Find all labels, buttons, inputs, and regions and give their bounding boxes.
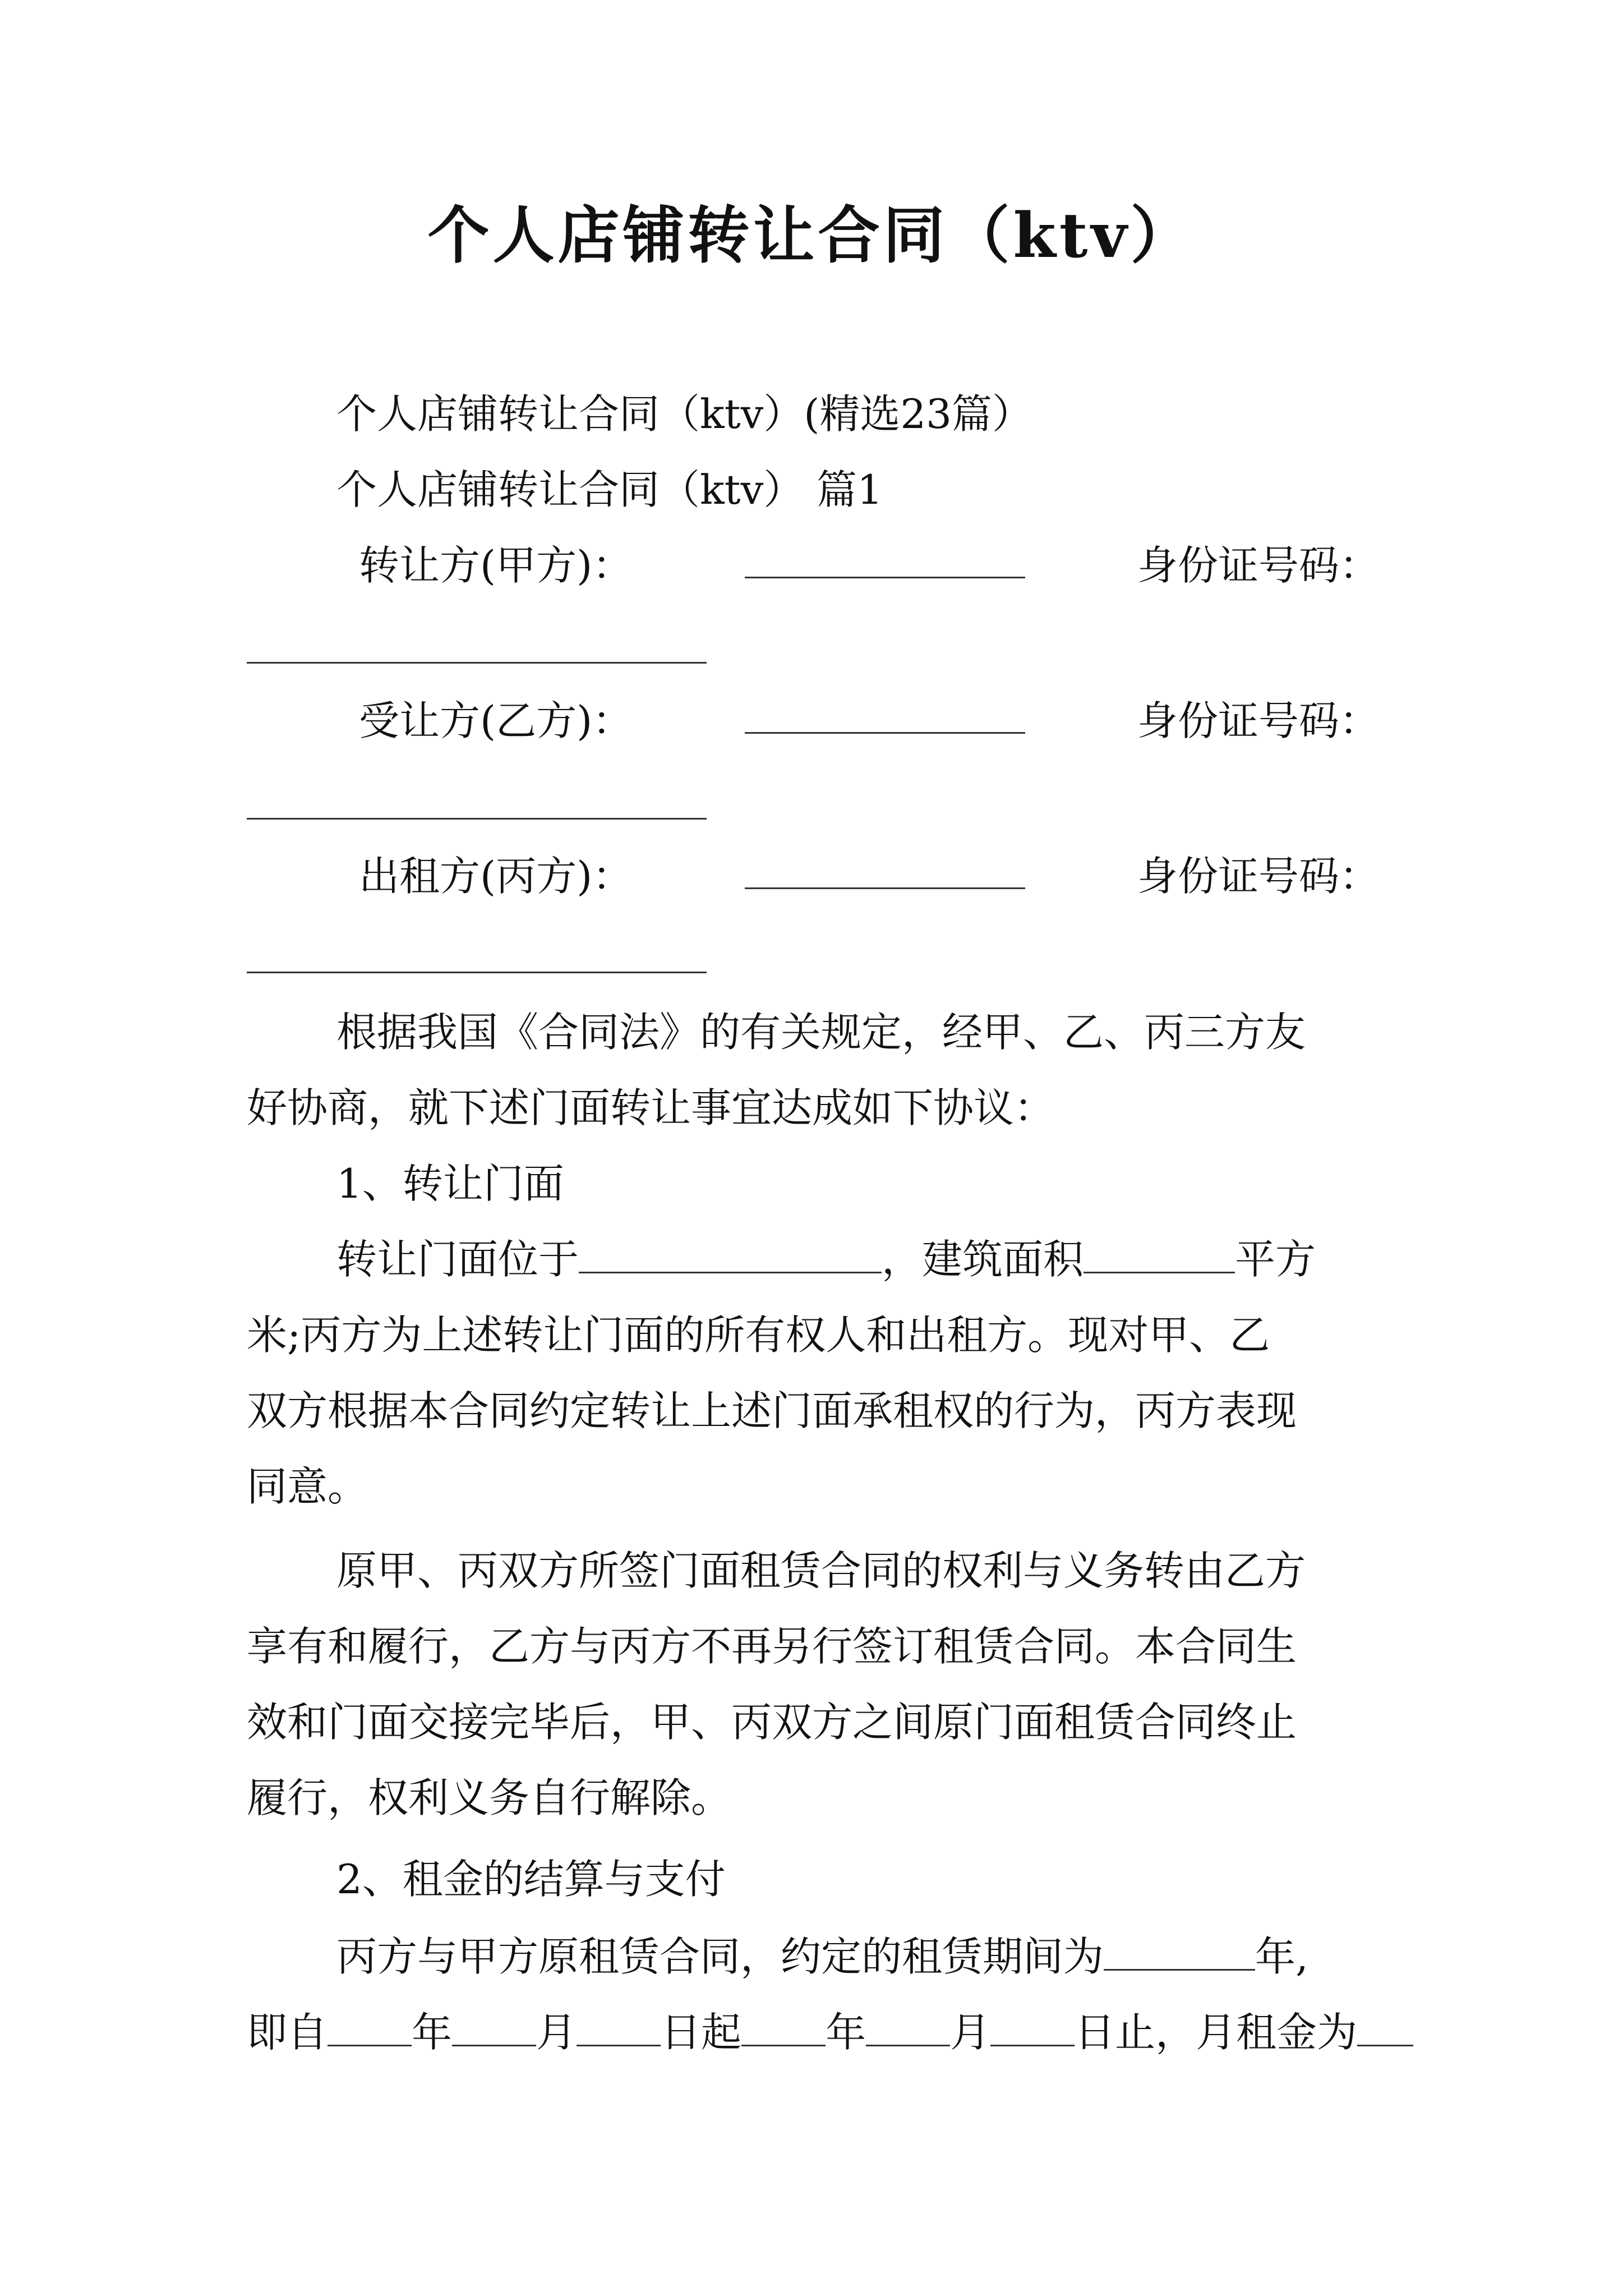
text-fragment: 年 xyxy=(412,2009,453,2056)
paragraph-line xyxy=(336,1929,1308,1985)
party-label: 出租方(丙方)： xyxy=(359,853,633,900)
name-blank xyxy=(745,848,1025,889)
paragraph-line: 双方根据本合同约定转让上述门面承租权的行为，丙方表现 xyxy=(247,1387,1297,1434)
text-fragment: 年 xyxy=(826,2009,866,2056)
chapter-heading: 个人店铺转让合同（ktv） 篇1 xyxy=(336,466,883,513)
location-blank xyxy=(579,1237,882,1273)
intro-line: 根据我国《合同法》的有关规定，经甲、乙、丙三方友 xyxy=(336,1009,1306,1056)
paragraph-line xyxy=(336,1231,1316,1287)
end-year-blank xyxy=(741,2010,826,2046)
document-title: 个人店铺转让合同（ktv） xyxy=(427,199,1196,272)
id-number-blank xyxy=(247,662,707,664)
id-number-blank xyxy=(247,972,707,973)
party-row-transferor xyxy=(359,537,1380,593)
paragraph-line: 同意。 xyxy=(247,1463,368,1510)
section-heading: 1、转让门面 xyxy=(336,1160,564,1207)
start-year-blank xyxy=(328,2010,412,2046)
party-label: 转让方(甲方)： xyxy=(359,542,633,589)
name-blank xyxy=(745,537,1025,578)
intro-line: 好协商，就下述门面转让事宜达成如下协议： xyxy=(247,1084,1055,1131)
text-fragment: 平方 xyxy=(1235,1236,1316,1283)
id-number-label: 身份证号码： xyxy=(1137,853,1380,900)
text-fragment: 日起 xyxy=(661,2009,742,2056)
lease-years-blank xyxy=(1104,1934,1255,1971)
monthly-rent-blank xyxy=(1357,2010,1413,2046)
text-fragment: 月 xyxy=(536,2009,577,2056)
id-number-label: 身份证号码： xyxy=(1137,542,1380,589)
paragraph-line: 履行，权利义务自行解除。 xyxy=(247,1774,732,1821)
end-day-blank xyxy=(990,2010,1075,2046)
party-row-lessor xyxy=(359,848,1380,904)
start-day-blank xyxy=(577,2010,661,2046)
party-row-transferee xyxy=(359,693,1380,749)
text-fragment: 年, xyxy=(1255,1933,1308,1980)
text-fragment: 月 xyxy=(950,2009,991,2056)
paragraph-line: 米;丙方为上述转让门面的所有权人和出租方。现对甲、乙 xyxy=(247,1312,1270,1359)
text-fragment: 日止，月租金为 xyxy=(1075,2009,1358,2056)
section-heading: 2、租金的结算与支付 xyxy=(336,1856,726,1903)
paragraph-line: 效和门面交接完毕后，甲、丙双方之间原门面租赁合同终止 xyxy=(247,1699,1297,1746)
party-label: 受让方(乙方)： xyxy=(359,697,633,744)
area-blank xyxy=(1083,1237,1235,1273)
paragraph-line: 原甲、丙双方所签门面租赁合同的权利与义务转由乙方 xyxy=(336,1547,1306,1594)
paragraph-line: 享有和履行，乙方与丙方不再另行签订租赁合同。本合同生 xyxy=(247,1623,1297,1670)
end-month-blank xyxy=(866,2010,950,2046)
text-fragment: ，建筑面积 xyxy=(882,1236,1084,1283)
id-number-blank xyxy=(247,818,707,820)
document-subtitle: 个人店铺转让合同（ktv）(精选23篇） xyxy=(336,390,1032,438)
paragraph-line xyxy=(247,2004,1413,2060)
name-blank xyxy=(745,693,1025,734)
text-fragment: 即自 xyxy=(247,2009,328,2056)
text-fragment: 转让门面位于 xyxy=(336,1236,579,1283)
start-month-blank xyxy=(452,2010,536,2046)
id-number-label: 身份证号码： xyxy=(1137,697,1380,744)
text-fragment: 丙方与甲方原租赁合同，约定的租赁期间为 xyxy=(336,1933,1104,1980)
